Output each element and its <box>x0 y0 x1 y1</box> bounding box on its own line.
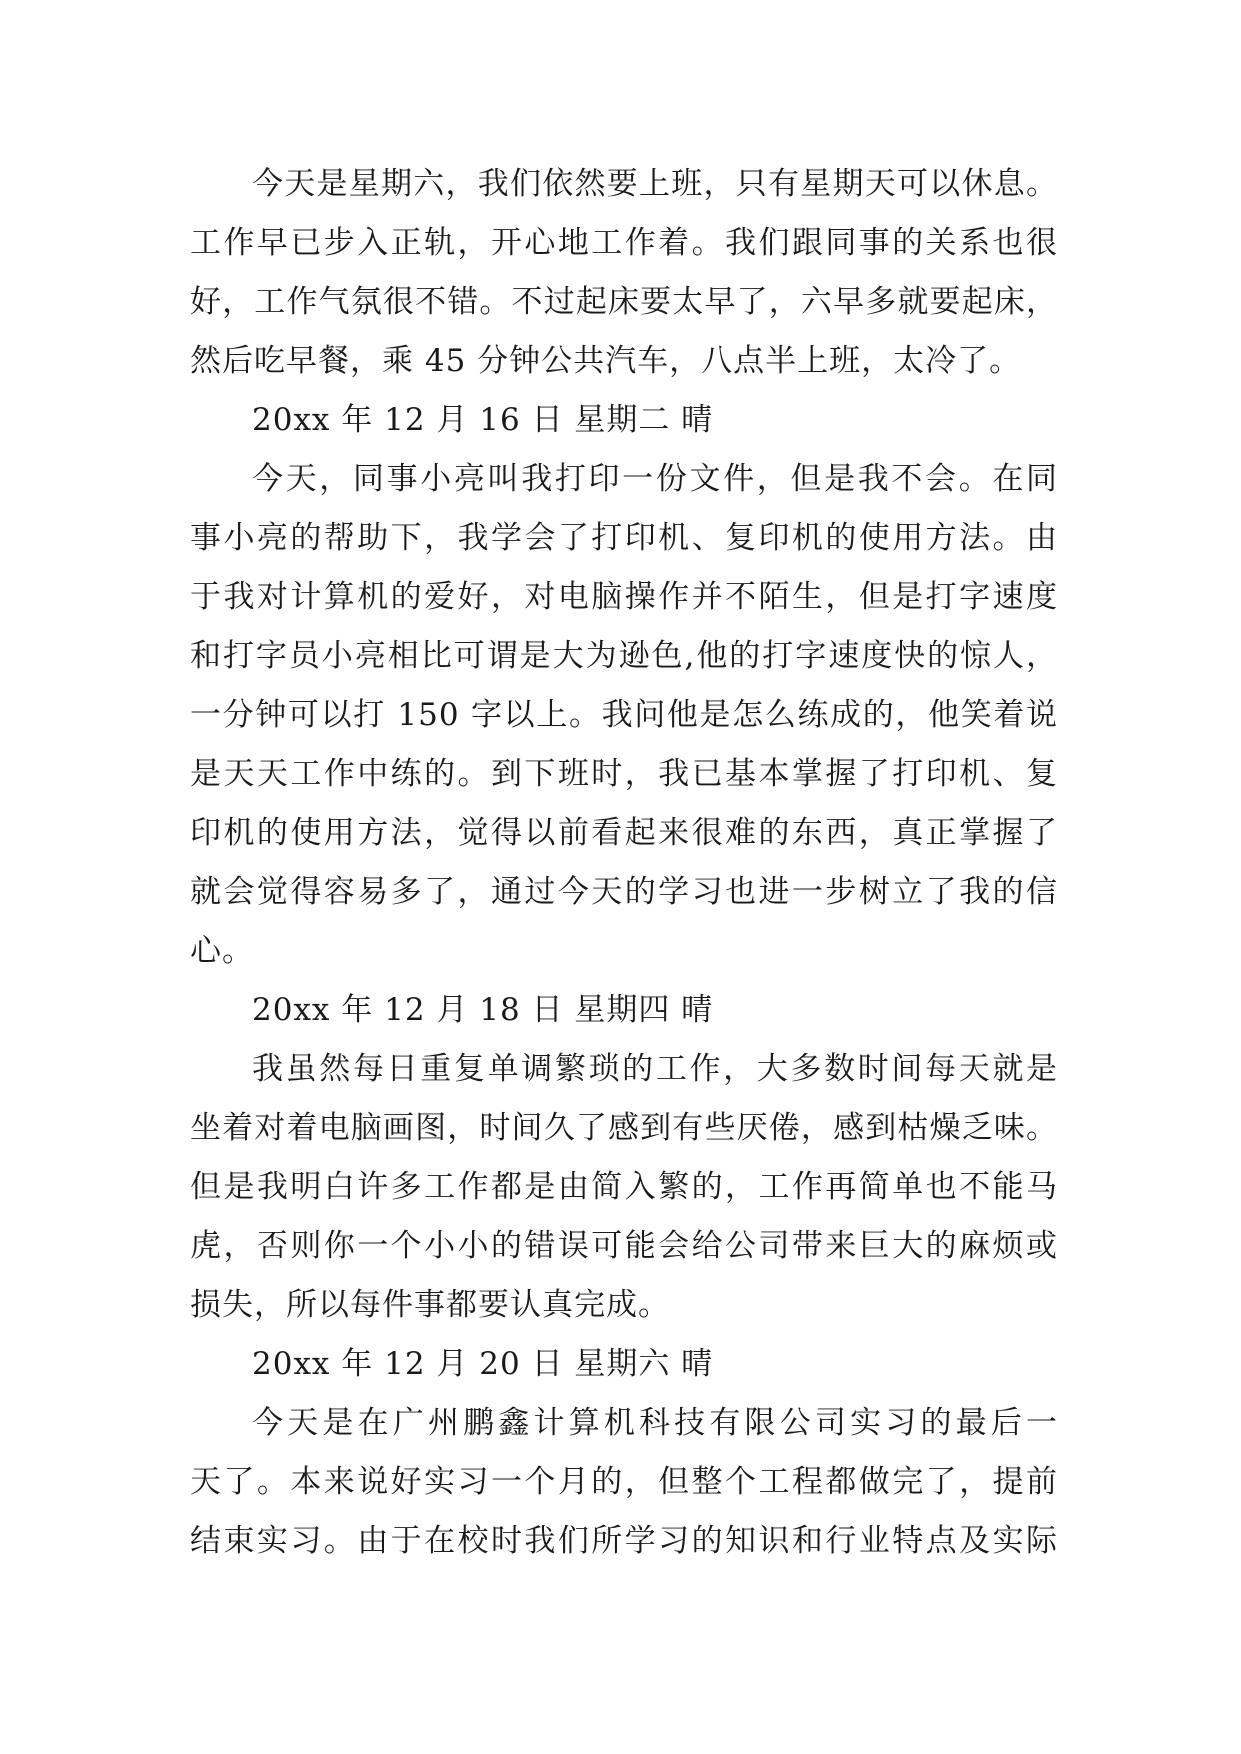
diary-paragraph <box>190 155 1058 391</box>
paragraph-line: 结束实习。由于在校时我们所学习的知识和行业特点及实际 <box>190 1523 1058 1559</box>
paragraph-line: 今天是星期六，我们依然要上班，只有星期天可以休息。 <box>252 166 1058 202</box>
paragraph-line: 心。 <box>190 933 254 969</box>
paragraph-line: 我虽然每日重复单调繁琐的工作，大多数时间每天就是 <box>252 1051 1058 1087</box>
diary-paragraph <box>190 1394 1058 1571</box>
diary-date-heading: 20xx 年 12 月 20 日 星期六 晴 <box>252 1346 714 1382</box>
paragraph-line: 工作早已步入正轨，开心地工作着。我们跟同事的关系也很 <box>190 225 1058 261</box>
diary-date-heading: 20xx 年 12 月 18 日 星期四 晴 <box>252 992 714 1028</box>
paragraph-line: 一分钟可以打 150 字以上。我问他是怎么练成的，他笑着说 <box>190 697 1058 733</box>
paragraph-line: 是天天工作中练的。到下班时，我已基本掌握了打印机、复 <box>190 756 1058 792</box>
paragraph-line: 然后吃早餐，乘 45 分钟公共汽车，八点半上班，太冷了。 <box>190 343 1022 379</box>
paragraph-line: 事小亮的帮助下，我学会了打印机、复印机的使用方法。由 <box>190 520 1058 556</box>
paragraph-line: 坐着对着电脑画图，时间久了感到有些厌倦，感到枯燥乏味。 <box>190 1110 1058 1146</box>
document-body <box>190 155 1058 1571</box>
paragraph-line: 天了。本来说好实习一个月的，但整个工程都做完了，提前 <box>190 1464 1058 1500</box>
diary-paragraph <box>190 1040 1058 1335</box>
diary-date-heading: 20xx 年 12 月 16 日 星期二 晴 <box>252 402 714 438</box>
paragraph-line: 印机的使用方法，觉得以前看起来很难的东西，真正掌握了 <box>190 815 1058 851</box>
diary-paragraph <box>190 450 1058 981</box>
paragraph-line: 好，工作气氛很不错。不过起床要太早了，六早多就要起床， <box>190 284 1058 320</box>
paragraph-line: 虎，否则你一个小小的错误可能会给公司带来巨大的麻烦或 <box>190 1228 1058 1264</box>
paragraph-line: 于我对计算机的爱好，对电脑操作并不陌生，但是打字速度 <box>190 579 1058 615</box>
paragraph-line: 今天，同事小亮叫我打印一份文件，但是我不会。在同 <box>252 461 1058 497</box>
paragraph-line: 就会觉得容易多了，通过今天的学习也进一步树立了我的信 <box>190 874 1058 910</box>
paragraph-line: 和打字员小亮相比可谓是大为逊色,他的打字速度快的惊人， <box>190 638 1058 674</box>
paragraph-line: 今天是在广州鹏鑫计算机科技有限公司实习的最后一 <box>252 1405 1058 1441</box>
paragraph-line: 损失，所以每件事都要认真完成。 <box>190 1287 670 1323</box>
paragraph-line: 但是我明白许多工作都是由简入繁的，工作再简单也不能马 <box>190 1169 1058 1205</box>
